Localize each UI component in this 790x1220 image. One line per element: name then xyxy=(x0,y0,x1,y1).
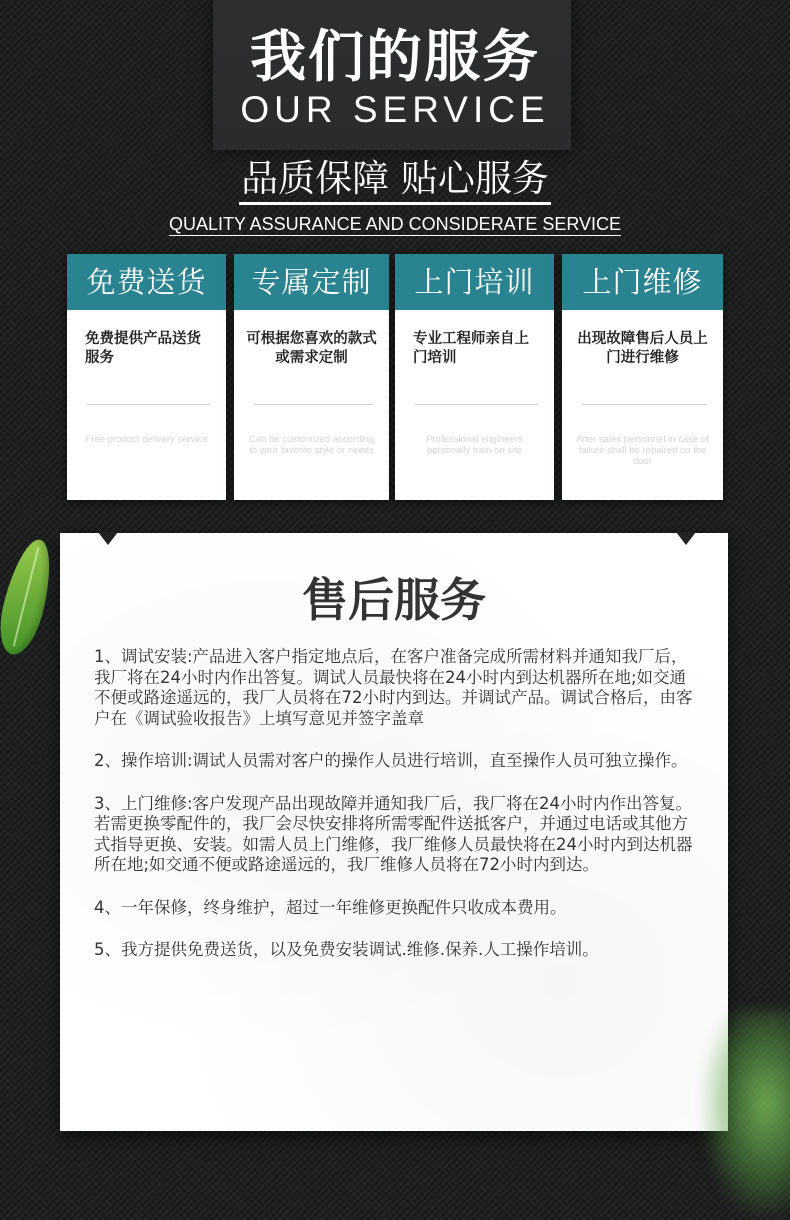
term-item: 1、调试安装:产品进入客户指定地点后，在客户准备完成所需材料并通知我厂后，我厂将在24小时内作出答复。调试人员最快将在24小时内到达机器所在地;如交通不便或路途遥远的，我厂人员将在72小时内到达。并调试产品。调试合格后，由客户在《调试验收报告》上填写意见并签字盖章 xyxy=(94,647,693,728)
card-description-en: Professional engineers personally train on site xyxy=(426,434,523,456)
card-divider xyxy=(87,404,210,405)
card-description: 出现故障售后人员上门进行维修 xyxy=(577,331,708,366)
card-title: 上门维修 xyxy=(562,254,723,310)
card-description-en: Free product delivery service xyxy=(85,434,208,445)
after-sales-panel xyxy=(60,533,728,1131)
term-item: 3、上门维修:客户发现产品出现故障并通知我厂后，我厂将在24小时内作出答复。若需更换零配件的，我厂会尽快安排将所需零配件送抵客户，并通过电话或其他方式指导更换、安装。如需人员上门维修，我厂维修人员最快将在24小时内到达机器所在地;如交通不便或路途遥远的，我厂维修人员将在72小时内到达。 xyxy=(94,793,693,874)
leaf-decoration xyxy=(0,535,60,659)
page-title: 我们的服务 xyxy=(250,25,540,90)
paper-notch xyxy=(676,532,696,545)
card-title: 上门培训 xyxy=(395,254,554,310)
after-sales-title: 售后服务 xyxy=(302,573,486,627)
subtitle-text: 品质保障 贴心服务 xyxy=(239,157,551,205)
paper-notch xyxy=(98,532,118,545)
card-title: 专属定制 xyxy=(234,254,389,310)
card-description: 可根据您喜欢的款式或需求定制 xyxy=(246,331,377,366)
card-divider xyxy=(254,404,373,405)
after-sales-terms xyxy=(94,647,700,983)
card-description: 专业工程师亲自上门培训 xyxy=(413,331,529,366)
service-card-training xyxy=(395,254,554,500)
leaf-vein xyxy=(13,547,40,646)
subtitle-en-text: QUALITY ASSURANCE AND CONSIDERATE SERVICE xyxy=(168,214,622,234)
card-description-en: After sales personnel in case of failure shall be repaired on the door xyxy=(576,434,709,467)
card-description-en: Can be customized according to your favorite style or needs xyxy=(248,434,375,456)
subtitle xyxy=(0,156,790,202)
blurred-leaf-decoration xyxy=(700,1010,790,1220)
card-divider xyxy=(415,404,538,405)
service-card-delivery xyxy=(67,254,226,500)
subtitle-en xyxy=(0,213,790,235)
card-divider xyxy=(582,404,707,405)
service-card-custom xyxy=(234,254,389,500)
card-description: 免费提供产品送货服务 xyxy=(85,331,201,366)
card-title: 免费送货 xyxy=(67,254,226,310)
term-item: 4、一年保修，终身维护，超过一年维修更换配件只收成本费用。 xyxy=(94,897,567,917)
service-card-repair xyxy=(562,254,723,500)
page-title-en: OUR SERVICE xyxy=(240,89,550,130)
term-item: 5、我方提供免费送货，以及免费安装调试.维修.保养.人工操作培训。 xyxy=(94,940,599,959)
term-item: 2、操作培训:调试人员需对客户的操作人员进行培训，直至操作人员可独立操作。 xyxy=(94,751,688,770)
